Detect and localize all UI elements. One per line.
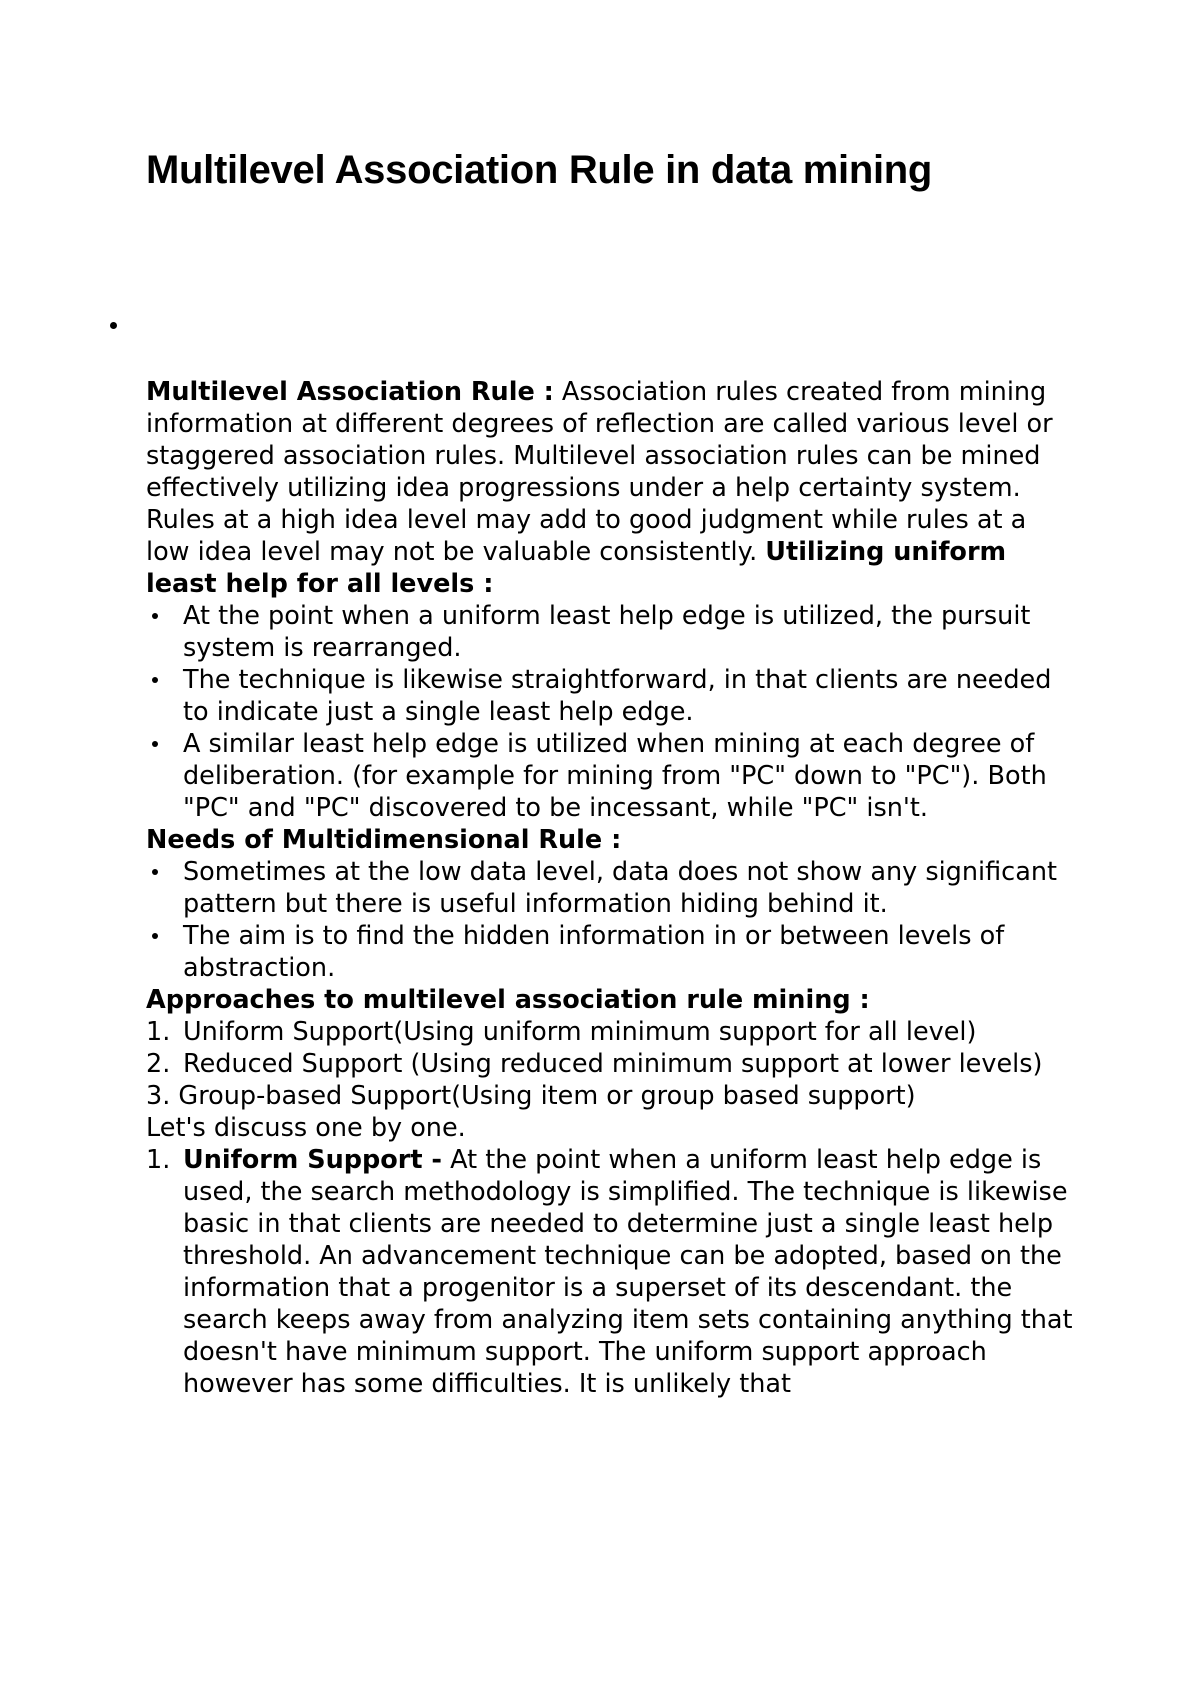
item-number: 2. [146, 1049, 171, 1079]
item-text: Reduced Support (Using reduced minimum support at lower levels) [183, 1049, 1043, 1079]
intro-label: Multilevel Association Rule : [146, 377, 554, 407]
list-item: At the point when a uniform least help edge is utilized, the pursuit system is rearranged. [146, 600, 1076, 664]
needs-bullet-list [146, 856, 1076, 984]
needs-heading [146, 824, 1076, 856]
item-number: 1. [146, 1017, 171, 1047]
item-text: Uniform Support(Using uniform minimum support for all level) [183, 1017, 977, 1047]
uniform-support-detail [146, 1144, 1076, 1400]
bullet-marker [110, 322, 117, 329]
list-item: The technique is likewise straightforward, in that clients are needed to indicate just a single least help edge. [146, 664, 1076, 728]
detail-label: Uniform Support - [183, 1145, 443, 1175]
list-item: A similar least help edge is utilized when mining at each degree of deliberation. (for example for mining from "PC" down to "PC"). Both "PC" and "PC" discovered to be incessant, while "PC" isn't. [146, 728, 1076, 824]
approach-item [146, 1016, 1076, 1048]
needs-heading-text: Needs of Multidimensional Rule : [146, 825, 622, 855]
uniform-heading: Utilizing uniform least help for all levels : [146, 537, 1007, 599]
intro-text: Association rules created from mining information at different degrees of reflection are called various level or staggered association rules. Multilevel association rules can be mined effectively utilizing idea progressions under a help certainty system. Rules at a high idea level may add to good judgment while rules at a low idea level may not be valuable consistently. [146, 377, 1053, 567]
uniform-bullet-list [146, 600, 1076, 824]
discuss-line: Let's discuss one by one. [146, 1113, 466, 1143]
approach-item [146, 1048, 1076, 1080]
approaches-heading-text: Approaches to multilevel association rule mining : [146, 985, 870, 1015]
list-item: Sometimes at the low data level, data does not show any significant pattern but there is useful information hiding behind it. [146, 856, 1076, 920]
approaches-heading [146, 984, 1076, 1016]
item-number: 1. [146, 1145, 171, 1175]
intro-paragraph [146, 376, 1076, 600]
list-item: The aim is to find the hidden information in or between levels of abstraction. [146, 920, 1076, 984]
page-title: Multilevel Association Rule in data mining [146, 148, 933, 192]
document-body [146, 376, 1076, 1400]
detail-text: At the point when a uniform least help edge is used, the search methodology is simplified. The technique is likewise basic in that clients are needed to determine just a single least help threshold. An advancement technique can be adopted, based on the information that a progenitor is a superset of its descendant. the search keeps away from analyzing item sets containing anything that doesn't have minimum support. The uniform support approach however has some difficulties. It is unlikely that [183, 1145, 1073, 1399]
approach-item-3: 3. Group-based Support(Using item or group based support) [146, 1081, 916, 1111]
